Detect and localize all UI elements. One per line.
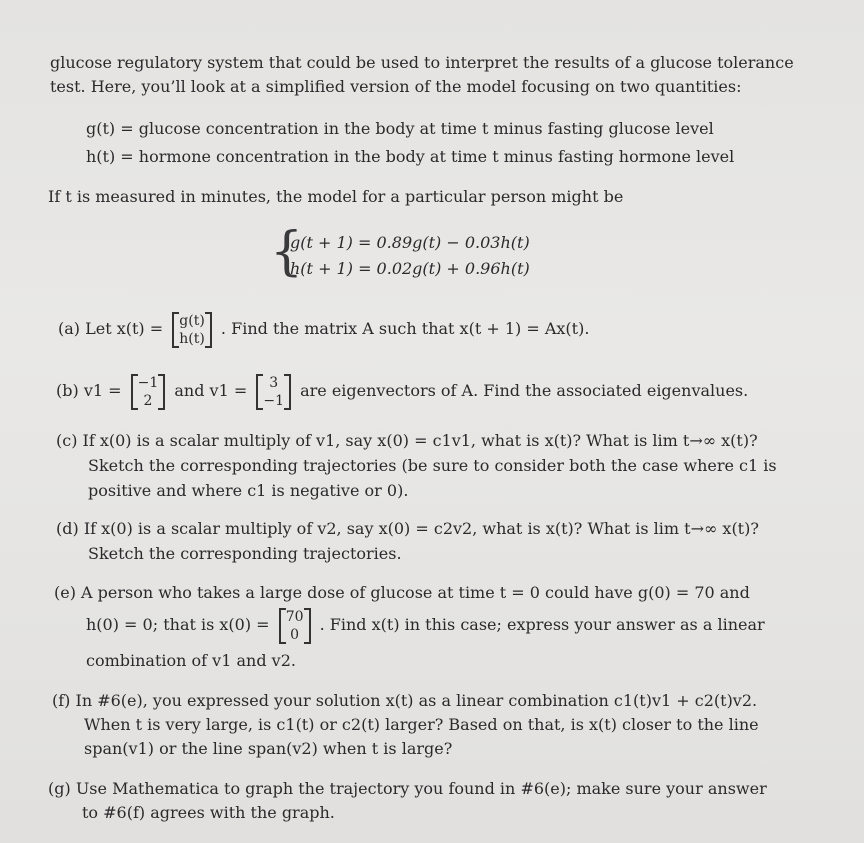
part-a-matrix-row-2: h(t) [179, 330, 205, 347]
definition-h: h(t) = hormone concentration in the body at time t minus fasting hormone level [86, 147, 735, 166]
part-b-v2-matrix [256, 374, 291, 410]
intro-line-1: glucose regulatory system that could be used to interpret the results of a glucose tolerance [50, 53, 794, 72]
part-b-v2-row-2: −1 [263, 392, 284, 409]
part-e-line-1: (e) A person who takes a large dose of glucose at time t = 0 could have g(0) = 70 and [54, 583, 750, 602]
intro-line-2: test. Here, you’ll look at a simplified version of the model focusing on two quantities: [50, 77, 742, 96]
part-a-matrix [172, 312, 212, 348]
part-a [58, 306, 589, 352]
part-b-suffix: are eigenvectors of A. Find the associated eigenvalues. [300, 381, 749, 400]
part-b-middle: and v1 = [174, 381, 248, 400]
part-f-line-2: When t is very large, is c1(t) or c2(t) larger? Based on that, is x(t) closer to the line [84, 715, 759, 734]
definition-g: g(t) = glucose concentration in the body at time t minus fasting glucose level [86, 119, 714, 138]
part-g-line-1: (g) Use Mathematica to graph the trajectory you found in #6(e); make sure your answer [48, 779, 767, 798]
part-b-prefix: (b) v1 = [56, 381, 122, 400]
part-a-matrix-row-1: g(t) [179, 312, 205, 329]
part-f-line-3: span(v1) or the line span(v2) when t is large? [84, 739, 453, 758]
part-c-line-2: Sketch the corresponding trajectories (be sure to consider both the case where c1 is [88, 456, 777, 475]
part-d-line-1: (d) If x(0) is a scalar multiply of v2, say x(0) = c2v2, what is x(t)? What is lim t→∞ x(t)? [56, 519, 759, 538]
model-intro: If t is measured in minutes, the model for a particular person might be [48, 187, 624, 206]
part-e-line-2-prefix: h(0) = 0; that is x(0) = [86, 615, 270, 634]
system-equation-2: h(t + 1) = 0.02g(t) + 0.96h(t) [290, 259, 530, 278]
part-a-suffix: . Find the matrix A such that x(t + 1) = Ax(t). [220, 319, 590, 338]
part-b [56, 368, 748, 414]
part-c-line-1: (c) If x(0) is a scalar multiply of v1, say x(0) = c1v1, what is x(t)? What is lim t→∞ x(t)? [56, 431, 758, 450]
part-b-v2-row-1: 3 [269, 374, 279, 391]
part-e-matrix-row-2: 0 [290, 626, 300, 643]
part-b-v1-matrix [131, 374, 166, 410]
part-e-line-3: combination of v1 and v2. [86, 651, 296, 670]
part-d-line-2: Sketch the corresponding trajectories. [88, 544, 402, 563]
part-e-line-2 [86, 602, 765, 648]
part-b-v1-row-1: −1 [137, 374, 159, 391]
system-brace: { [270, 222, 304, 282]
part-e-line-2-suffix: . Find x(t) in this case; express your answer as a linear [319, 615, 765, 634]
system-equation-1: g(t + 1) = 0.89g(t) − 0.03h(t) [290, 233, 530, 252]
part-e-matrix [279, 608, 311, 644]
part-b-v1-row-2: 2 [143, 392, 153, 409]
part-g-line-2: to #6(f) agrees with the graph. [82, 803, 335, 822]
part-e-matrix-row-1: 70 [285, 608, 304, 625]
part-a-prefix: (a) Let x(t) = [58, 319, 164, 338]
part-f-line-1: (f) In #6(e), you expressed your solution x(t) as a linear combination c1(t)v1 + c2(t)v2. [52, 691, 758, 710]
part-c-line-3: positive and where c1 is negative or 0). [88, 481, 409, 500]
